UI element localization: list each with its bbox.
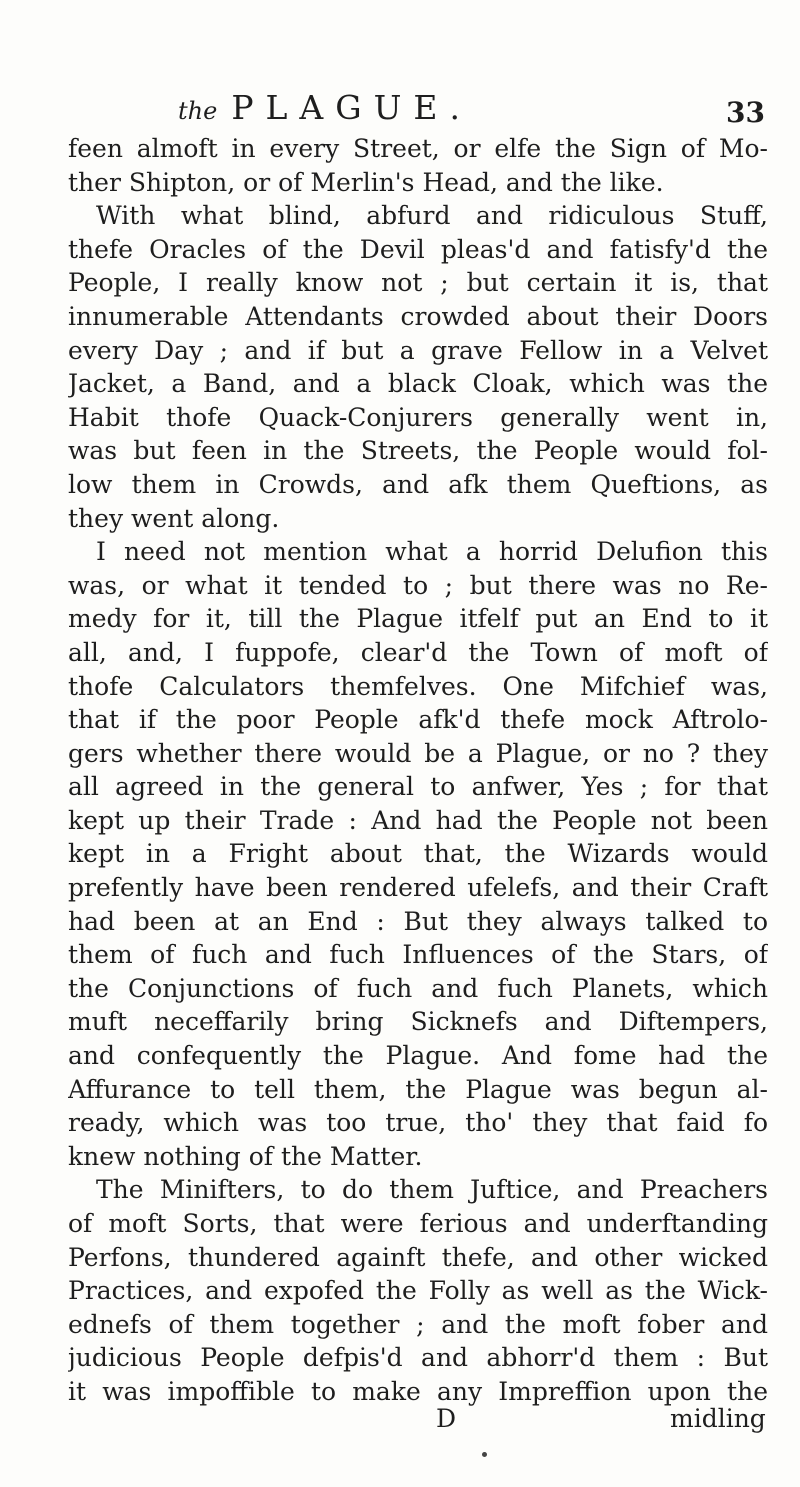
- text-line: ther Shipton, or of Merlin's Head, and the like.: [68, 167, 664, 197]
- ink-speck: [482, 1452, 487, 1457]
- text-line: ready, which was too true, tho' they that faid fo: [68, 1108, 768, 1138]
- text-line: knew nothing of the Matter.: [68, 1141, 423, 1171]
- text-line: had been at an End : But they always talked to: [68, 906, 768, 936]
- text-line: thofe Calculators themfelves. One Mifchief was,: [68, 671, 768, 701]
- text-line: was, or what it tended to ; but there was no Re-: [68, 570, 768, 600]
- text-line: that if the poor People afk'd thefe mock Aftrolo-: [68, 705, 768, 735]
- text-line: medy for it, till the Plague itfelf put an End to it: [68, 604, 768, 634]
- running-head-title: PLAGUE.: [231, 88, 473, 127]
- text-line: muft neceffarily bring Sicknefs and Diftempers,: [68, 1007, 768, 1037]
- text-line: of moft Sorts, that were ferious and underftanding: [68, 1209, 768, 1238]
- text-line: they went along.: [68, 503, 280, 533]
- text-line: the Conjunctions of fuch and fuch Planets, which: [68, 973, 768, 1003]
- text-line: every Day ; and if but a grave Fellow in a Velvet: [68, 335, 768, 365]
- text-line: feen almoft in every Street, or elfe the Sign of Mo-: [68, 134, 768, 163]
- text-line: it was impoffible to make any Impreffion upon the: [68, 1376, 768, 1406]
- text-line: Affurance to tell them, the Plague was begun al-: [68, 1074, 768, 1104]
- text-line: Jacket, a Band, and a black Cloak, which was the: [68, 369, 768, 399]
- text-line: ednefs of them together ; and the moft fober and: [68, 1309, 768, 1339]
- text-line: The Minifters, to do them Juftice, and Preachers: [96, 1175, 768, 1205]
- text-line: gers whether there would be a Plague, or no ? they: [68, 738, 768, 768]
- text-line: was but feen in the Streets, the People would fol-: [68, 436, 768, 466]
- text-line: thefe Oracles of the Devil pleas'd and fatisfy'd the: [68, 234, 768, 264]
- running-header: [0, 88, 800, 132]
- text-line: With what blind, abfurd and ridiculous Stuff,: [96, 201, 768, 231]
- text-line: them of fuch and fuch Influences of the Stars, of: [68, 940, 768, 970]
- text-line: low them in Crowds, and afk them Queftions, as: [68, 469, 768, 499]
- text-line: kept up their Trade : And had the People not been: [68, 805, 768, 835]
- signature-mark: D: [436, 1404, 457, 1433]
- running-head-article: the: [178, 97, 218, 125]
- text-line: innumerable Attendants crowded about their Doors: [68, 301, 768, 331]
- text-line: Practices, and expofed the Folly as well as the Wick-: [68, 1276, 768, 1306]
- text-line: all, and, I fuppofe, clear'd the Town of moft of: [68, 637, 768, 667]
- text-line: Perfons, thundered againft thefe, and other wicked: [68, 1242, 768, 1272]
- running-head: [178, 88, 472, 127]
- page-number: 33: [726, 96, 765, 129]
- catchword: midling: [670, 1404, 766, 1433]
- text-line: I need not mention what a horrid Delufion this: [96, 537, 768, 567]
- page-footer: [0, 1404, 800, 1440]
- text-line: prefently have been rendered ufelefs, and their Craft: [68, 873, 768, 903]
- text-line: kept in a Fright about that, the Wizards would: [68, 839, 768, 869]
- text-line: all agreed in the general to anfwer, Yes ; for that: [68, 772, 768, 802]
- body-text: [68, 132, 768, 1409]
- text-line: People, I really know not ; but certain it is, that: [68, 268, 768, 298]
- text-line: Habit thofe Quack-Conjurers generally went in,: [68, 402, 768, 432]
- text-line: and confequently the Plague. And fome had the: [68, 1041, 768, 1071]
- text-line: judicious People defpis'd and abhorr'd them : But: [68, 1343, 768, 1373]
